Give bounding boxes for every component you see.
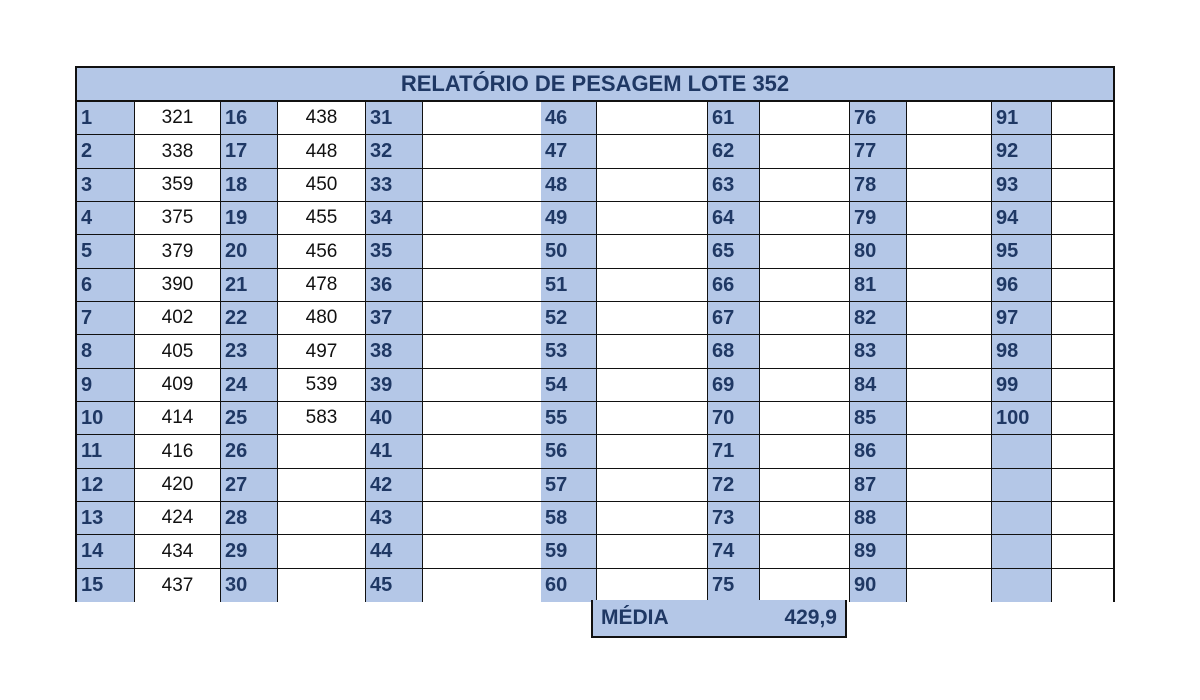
slot-number-empty	[992, 502, 1052, 535]
slot-number: 87	[850, 469, 907, 502]
slot-number: 93	[992, 169, 1052, 202]
slot-weight: 450	[278, 169, 366, 202]
slot-weight	[597, 569, 708, 602]
slot-number: 92	[992, 135, 1052, 169]
slot-number: 40	[366, 402, 423, 435]
slot-number: 23	[221, 335, 278, 369]
slot-number: 30	[221, 569, 278, 602]
slot-number: 11	[77, 435, 135, 469]
slot-weight	[907, 302, 992, 335]
slot-weight	[1052, 369, 1113, 402]
weights-grid	[77, 102, 1113, 602]
slot-number: 53	[541, 335, 597, 369]
slot-number: 62	[708, 135, 760, 169]
slot-number: 58	[541, 502, 597, 535]
slot-number: 81	[850, 269, 907, 302]
slot-number: 54	[541, 369, 597, 402]
slot-weight	[1052, 202, 1113, 235]
slot-number-empty	[992, 569, 1052, 602]
slot-weight	[907, 502, 992, 535]
slot-weight	[597, 269, 708, 302]
slot-number: 66	[708, 269, 760, 302]
slot-weight	[907, 435, 992, 469]
slot-weight	[1052, 169, 1113, 202]
slot-number: 38	[366, 335, 423, 369]
slot-weight: 420	[135, 469, 221, 502]
slot-weight	[278, 535, 366, 569]
slot-weight: 414	[135, 402, 221, 435]
slot-number: 78	[850, 169, 907, 202]
slot-weight	[1052, 402, 1113, 435]
slot-weight	[760, 369, 850, 402]
slot-number: 56	[541, 435, 597, 469]
slot-number: 19	[221, 202, 278, 235]
slot-weight: 424	[135, 502, 221, 535]
slot-number: 13	[77, 502, 135, 535]
slot-number: 85	[850, 402, 907, 435]
slot-number: 16	[221, 102, 278, 135]
slot-number: 12	[77, 469, 135, 502]
slot-number: 91	[992, 102, 1052, 135]
slot-number: 35	[366, 235, 423, 269]
slot-number: 90	[850, 569, 907, 602]
slot-weight: 402	[135, 302, 221, 335]
slot-number: 84	[850, 369, 907, 402]
slot-number: 99	[992, 369, 1052, 402]
slot-weight	[1052, 135, 1113, 169]
slot-weight	[907, 535, 992, 569]
weighing-report-table	[75, 66, 1115, 602]
slot-number: 59	[541, 535, 597, 569]
report-title: RELATÓRIO DE PESAGEM LOTE 352	[77, 68, 1113, 102]
slot-number: 88	[850, 502, 907, 535]
slot-weight: 448	[278, 135, 366, 169]
slot-number: 82	[850, 302, 907, 335]
slot-number: 57	[541, 469, 597, 502]
average-label: MÉDIA	[601, 606, 669, 629]
slot-weight: 409	[135, 369, 221, 402]
slot-number: 26	[221, 435, 278, 469]
slot-weight	[760, 402, 850, 435]
slot-number: 25	[221, 402, 278, 435]
slot-weight: 338	[135, 135, 221, 169]
slot-weight: 497	[278, 335, 366, 369]
slot-number: 80	[850, 235, 907, 269]
slot-number: 22	[221, 302, 278, 335]
slot-weight: 375	[135, 202, 221, 235]
slot-weight	[278, 469, 366, 502]
slot-weight	[907, 402, 992, 435]
slot-weight	[1052, 535, 1113, 569]
slot-number: 5	[77, 235, 135, 269]
slot-weight	[597, 535, 708, 569]
slot-weight	[597, 302, 708, 335]
slot-weight	[760, 169, 850, 202]
slot-number: 98	[992, 335, 1052, 369]
slot-number: 48	[541, 169, 597, 202]
slot-number: 9	[77, 369, 135, 402]
slot-number: 1	[77, 102, 135, 135]
slot-number: 74	[708, 535, 760, 569]
slot-weight	[760, 202, 850, 235]
slot-number: 24	[221, 369, 278, 402]
slot-number: 10	[77, 402, 135, 435]
slot-weight	[1052, 335, 1113, 369]
slot-weight	[1052, 569, 1113, 602]
slot-weight: 539	[278, 369, 366, 402]
slot-weight	[597, 502, 708, 535]
slot-number: 27	[221, 469, 278, 502]
slot-weight	[597, 369, 708, 402]
slot-number-empty	[992, 535, 1052, 569]
slot-number: 96	[992, 269, 1052, 302]
slot-number: 52	[541, 302, 597, 335]
slot-weight	[760, 302, 850, 335]
slot-number: 28	[221, 502, 278, 535]
slot-number: 89	[850, 535, 907, 569]
slot-number: 3	[77, 169, 135, 202]
slot-weight	[907, 269, 992, 302]
slot-weight: 359	[135, 169, 221, 202]
slot-number: 41	[366, 435, 423, 469]
slot-number: 70	[708, 402, 760, 435]
slot-number: 32	[366, 135, 423, 169]
slot-weight	[907, 335, 992, 369]
slot-weight: 455	[278, 202, 366, 235]
slot-number: 2	[77, 135, 135, 169]
slot-number: 100	[992, 402, 1052, 435]
average-summary	[591, 600, 847, 638]
slot-weight	[597, 335, 708, 369]
slot-number: 97	[992, 302, 1052, 335]
slot-weight	[760, 135, 850, 169]
slot-weight: 405	[135, 335, 221, 369]
slot-weight	[760, 269, 850, 302]
slot-number: 7	[77, 302, 135, 335]
slot-number: 64	[708, 202, 760, 235]
slot-weight	[760, 469, 850, 502]
slot-number: 51	[541, 269, 597, 302]
slot-weight	[597, 102, 708, 135]
slot-number: 69	[708, 369, 760, 402]
slot-weight	[760, 535, 850, 569]
slot-number: 77	[850, 135, 907, 169]
slot-weight	[1052, 102, 1113, 135]
slot-weight	[597, 235, 708, 269]
slot-number: 36	[366, 269, 423, 302]
slot-weight	[907, 102, 992, 135]
slot-weight: 583	[278, 402, 366, 435]
slot-weight: 390	[135, 269, 221, 302]
slot-weight	[597, 402, 708, 435]
slot-weight	[1052, 269, 1113, 302]
slot-weight	[907, 202, 992, 235]
slot-weight	[278, 502, 366, 535]
slot-number: 39	[366, 369, 423, 402]
slot-number: 4	[77, 202, 135, 235]
slot-number: 71	[708, 435, 760, 469]
slot-weight	[597, 435, 708, 469]
slot-number: 49	[541, 202, 597, 235]
slot-number: 67	[708, 302, 760, 335]
slot-weight	[1052, 502, 1113, 535]
slot-number: 34	[366, 202, 423, 235]
slot-weight	[760, 235, 850, 269]
slot-number: 83	[850, 335, 907, 369]
slot-number: 20	[221, 235, 278, 269]
slot-weight	[597, 469, 708, 502]
slot-number: 61	[708, 102, 760, 135]
slot-weight	[760, 102, 850, 135]
slot-number: 94	[992, 202, 1052, 235]
slot-weight: 321	[135, 102, 221, 135]
slot-number: 44	[366, 535, 423, 569]
slot-weight	[907, 469, 992, 502]
slot-weight	[760, 435, 850, 469]
slot-weight	[278, 435, 366, 469]
slot-number-empty	[992, 435, 1052, 469]
slot-number-empty	[992, 469, 1052, 502]
slot-number: 31	[366, 102, 423, 135]
slot-number: 95	[992, 235, 1052, 269]
average-value: 429,9	[784, 606, 837, 629]
slot-number: 60	[541, 569, 597, 602]
slot-number: 15	[77, 569, 135, 602]
slot-number: 21	[221, 269, 278, 302]
slot-weight	[1052, 435, 1113, 469]
slot-number: 14	[77, 535, 135, 569]
slot-number: 37	[366, 302, 423, 335]
slot-number: 55	[541, 402, 597, 435]
slot-weight: 480	[278, 302, 366, 335]
slot-number: 73	[708, 502, 760, 535]
slot-number: 18	[221, 169, 278, 202]
slot-number: 86	[850, 435, 907, 469]
slot-weight	[1052, 235, 1113, 269]
slot-number: 42	[366, 469, 423, 502]
slot-number: 46	[541, 102, 597, 135]
slot-number: 65	[708, 235, 760, 269]
slot-number: 33	[366, 169, 423, 202]
slot-weight	[907, 235, 992, 269]
slot-weight	[760, 569, 850, 602]
slot-weight	[907, 135, 992, 169]
slot-weight	[760, 502, 850, 535]
slot-number: 8	[77, 335, 135, 369]
slot-number: 76	[850, 102, 907, 135]
slot-weight: 434	[135, 535, 221, 569]
slot-number: 6	[77, 269, 135, 302]
slot-weight	[597, 135, 708, 169]
slot-weight	[1052, 302, 1113, 335]
slot-number: 63	[708, 169, 760, 202]
slot-weight	[1052, 469, 1113, 502]
slot-number: 72	[708, 469, 760, 502]
slot-number: 17	[221, 135, 278, 169]
slot-weight	[278, 569, 366, 602]
slot-number: 75	[708, 569, 760, 602]
slot-weight: 437	[135, 569, 221, 602]
slot-number: 47	[541, 135, 597, 169]
slot-weight	[907, 169, 992, 202]
slot-weight	[597, 202, 708, 235]
slot-number: 29	[221, 535, 278, 569]
slot-weight: 438	[278, 102, 366, 135]
slot-number: 43	[366, 502, 423, 535]
slot-weight: 456	[278, 235, 366, 269]
slot-weight	[760, 335, 850, 369]
slot-number: 79	[850, 202, 907, 235]
slot-number: 50	[541, 235, 597, 269]
slot-weight: 416	[135, 435, 221, 469]
slot-number: 45	[366, 569, 423, 602]
slot-weight: 478	[278, 269, 366, 302]
slot-weight	[907, 569, 992, 602]
slot-weight: 379	[135, 235, 221, 269]
slot-weight	[907, 369, 992, 402]
slot-number: 68	[708, 335, 760, 369]
slot-weight	[597, 169, 708, 202]
